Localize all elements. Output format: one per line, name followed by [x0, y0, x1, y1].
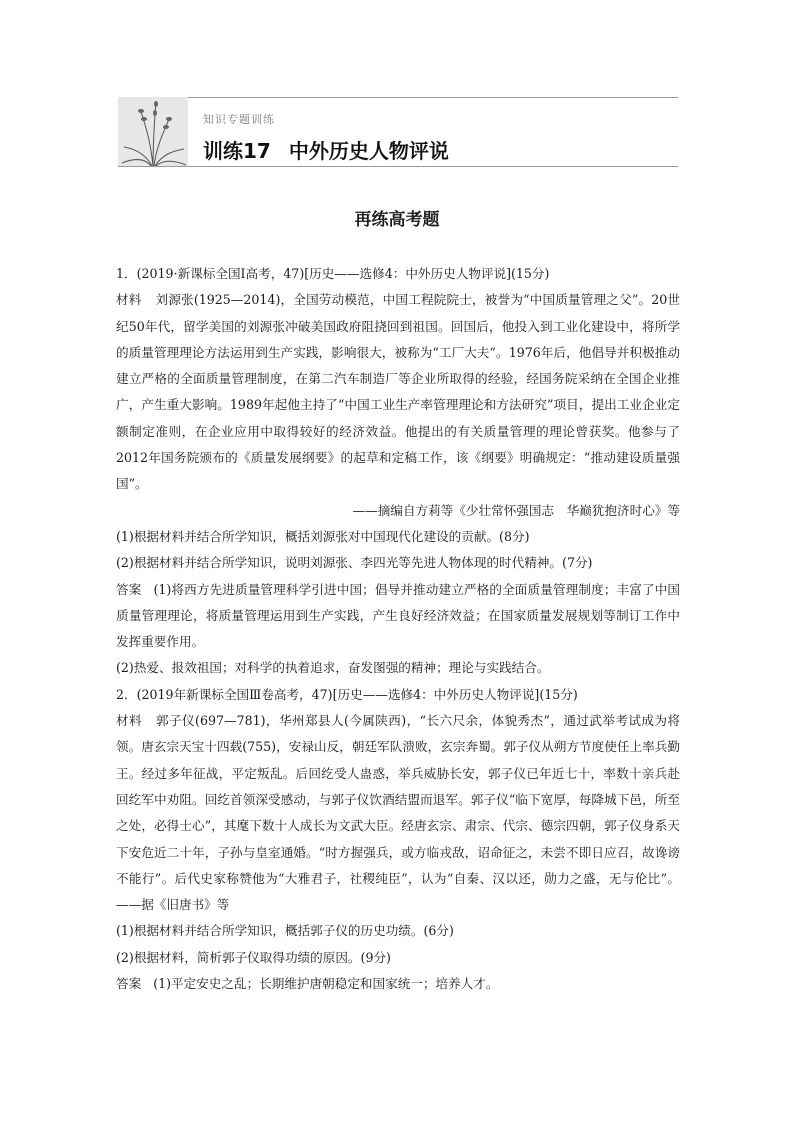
q2-heading: 2．(2019年新课标全国Ⅲ卷高考，47)[历史——选修4：中外历史人物评说](15分) — [116, 686, 578, 702]
q1-answer-2: (2)热爱、报效祖国；对科学的执着追求，奋发图强的精神；理论与实践结合。 — [116, 660, 550, 676]
q2-material-text: 郭子仪(697—781)，华州郑县人(今属陕西)，“长六尺余，体貌秀杰”，通过武举考试成为将领。唐玄宗天宝十四载(755)，安禄山反，朝廷军队溃败，玄宗奔蜀。郭子仪从朔方节度使任上率兵勤王。经过多年征战，平定叛乱。后回纥受人蛊惑，举兵威胁长安，郭子仪已年近七十，率数十亲兵赴回纥军中劝阻。回纥首领深受感动，与郭子仪饮酒结盟而退军。郭子仪“临下宽厚，每降城下邑，所至之处，必得士心”，其麾下数十人成长为文武大臣。经唐玄宗、肃宗、代宗、德宗四朝，郭子仪身系天下安危近二十年，子孙与皇室通婚。“时方握强兵，或方临戎敌，诏命征之，未尝不即日应召，故谗谤不能行”。后代史家称赞他为“大雅君子，社稷纯臣”，认为“自秦、汉以还，勋力之盛，无与伦比”。——据《旧唐书》等 — [116, 713, 681, 913]
page-header — [118, 97, 678, 167]
plant-illustration — [118, 97, 188, 167]
q2-material-label: 材料 — [116, 713, 143, 729]
page-title — [203, 135, 449, 164]
q1-subquestion-1: (1)根据材料并结合所学知识，概括刘源张对中国现代化建设的贡献。(8分) — [116, 528, 530, 544]
q1-material-label: 材料 — [116, 292, 142, 308]
q1-material-text: 刘源张(1925—2014)，全国劳动模范，中国工程院院士，被誉为“中国质量管理之父”。20世纪50年代，留学美国的刘源张冲破美国政府阻挠回到祖国。回国后，他投入到工业化建设中，将所学的质量管理理论方法运用到生产实践，影响很大，被称为“工厂大夫”。1976年后，他倡导并积极推动建立严格的全面质量管理制度，在第二汽车制造厂等企业所取得的经验，经国务院采纳在全国企业推广，产生重大影响。1989年起他主持了“中国工业生产率管理理论和方法研究”项目，提出工业企业定额制定准则，在企业应用中取得较好的经济效益。他提出的有关质量管理的理论曾获奖。他参与了2012年国务院颁布的《质量发展纲要》的起草和定稿工作，该《纲要》明确规定：“推动建设质量强国”。 — [116, 292, 680, 492]
q2-subquestion-1: (1)根据材料并结合所学知识，概括郭子仪的历史功绩。(6分) — [116, 923, 454, 939]
q1-answer — [116, 577, 680, 656]
q1-source: ——摘编自方莉等《少壮常怀强国志 华巅犹抱济时心》等 — [352, 502, 680, 518]
header-subtitle: 知识专题训练 — [203, 113, 275, 126]
orchid-icon — [118, 97, 188, 167]
q1-subquestion-2: (2)根据材料并结合所学知识，说明刘源张、李四光等先进人物体现的时代精神。(7分) — [116, 555, 593, 571]
q1-material — [116, 287, 680, 497]
q1-answer-label: 答案 — [116, 581, 142, 597]
q1-answer-1: (1)将西方先进质量管理科学引进中国；倡导并推动建立严格的全面质量管理制度；丰富了中国质量管理理论，将质量管理运用到生产实践，产生良好经济效益；在国家质量发展规划等制订工作中发挥重要作用。 — [116, 581, 680, 650]
questions — [116, 261, 680, 997]
q1-heading: 1．(2019·新课标全国Ⅰ高考，47)[历史——选修4：中外历史人物评说](15分) — [116, 266, 550, 281]
header-top-rule — [188, 97, 678, 98]
q2-answer-1: (1)平定安史之乱；长期维护唐朝稳定和国家统一；培养人才。 — [153, 976, 499, 992]
section-title: 再练高考题 — [354, 210, 440, 230]
q2-material — [116, 708, 680, 918]
title-number: 训练17 — [203, 139, 271, 163]
title-text: 中外历史人物评说 — [288, 139, 449, 163]
q2-subquestion-2: (2)根据材料，简析郭子仪取得功绩的原因。(9分) — [116, 949, 391, 965]
header-bottom-rule — [118, 166, 678, 167]
q2-answer-label: 答案 — [116, 976, 142, 992]
q2-answer — [116, 971, 680, 997]
